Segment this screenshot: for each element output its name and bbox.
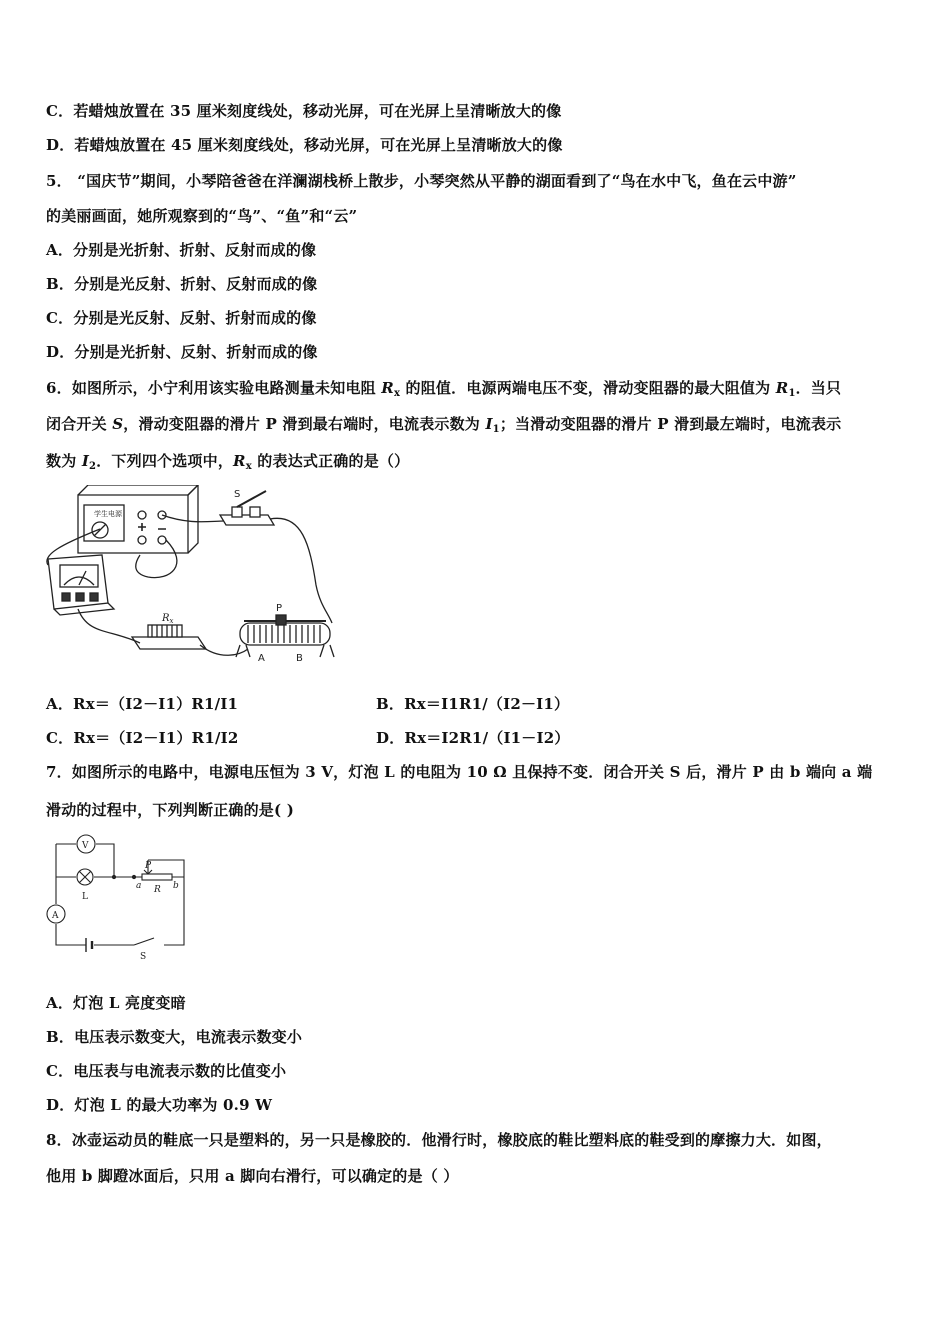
q5-stem-line-2: 的美丽画面，她所观察到的“鸟”、“鱼”和“云” [46, 207, 358, 225]
ammeter-icon [48, 555, 114, 615]
q6-option-a: A．Rx＝（I2－I1）R1/I1 [46, 695, 239, 713]
q6-stem-line-2: 闭合开关 S，滑动变阻器的滑片 P 滑到最右端时，电流表示数为 $I_1$；当滑动变阻器的滑片 P 滑到最左端时，电流表示 [46, 415, 842, 435]
switch-icon [134, 938, 154, 945]
power-supply [78, 485, 198, 553]
slider-label: P [276, 603, 283, 614]
rheostat-icon [236, 615, 334, 657]
q5-option-b: B．分别是光反射、折射、反射而成的像 [46, 275, 318, 293]
q7-stem-line-1: 7．如图所示的电路中，电源电压恒为 3 V，灯泡 L 的电阻为 10 Ω 且保持不变．闭合开关 S 后，滑片 P 由 b 端向 a 端 [46, 763, 873, 781]
q7-circuit-schematic [40, 832, 200, 964]
q5-option-d: D．分别是光折射、反射、折射而成的像 [46, 343, 318, 361]
switch-label: S [140, 952, 147, 962]
q6-option-b: B．Rx＝I1R1/（I2－I1） [376, 695, 570, 713]
q7-stem-line-2: 滑动的过程中，下列判断正确的是( ) [46, 801, 295, 819]
voltmeter-label: V [82, 841, 89, 851]
wire [56, 844, 134, 945]
q7-option-a: A．灯泡 L 亮度变暗 [46, 994, 186, 1012]
end-a-label: a [136, 881, 142, 891]
lamp-label: L [82, 892, 88, 902]
terminal-b-label: B [296, 653, 303, 664]
q5-stem-line-1: 5． “国庆节”期间，小琴陪爸爸在洋澜湖栈桥上散步，小琴突然从平静的湖面看到了“鸟在水中飞，鱼在云中游” [46, 172, 797, 190]
q5-option-a: A．分别是光折射、折射、反射而成的像 [46, 241, 317, 259]
q7-option-c: C．电压表与电流表示数的比值变小 [46, 1062, 287, 1080]
terminal-a-label: A [258, 653, 265, 664]
rheostat-icon [142, 874, 172, 880]
resistor-rx-icon [132, 625, 206, 649]
q7-option-d: D．灯泡 L 的最大功率为 0.9 W [46, 1096, 273, 1114]
q6-stem-line-1: 6．如图所示，小宁利用该实验电路测量未知电阻 $R_x$ 的阻值．电源两端电压不变，滑动变阻器的最大阻值为 $R_1$．当只 [46, 379, 842, 399]
q8-stem-line-1: 8．冰壶运动员的鞋底一只是塑料的，另一只是橡胶的．他滑行时，橡胶底的鞋比塑料底的鞋受到的摩擦力大．如图， [46, 1131, 832, 1149]
supply-label: 学生电源 [94, 510, 122, 518]
ammeter-label: A [52, 911, 59, 921]
q6-option-c: C．Rx＝（I2－I1）R1/I2 [46, 729, 239, 747]
q8-stem-line-2: 他用 b 脚蹬冰面后，只用 a 脚向右滑行，可以确定的是（ ） [46, 1167, 459, 1185]
rheostat-label: R [154, 885, 161, 895]
q7-option-b: B．电压表示数变大，电流表示数变小 [46, 1028, 303, 1046]
rx-label: $R_x$ [162, 613, 174, 625]
wire [148, 860, 184, 945]
q4-option-d: D．若蜡烛放置在 45 厘米刻度线处，移动光屏，可在光屏上呈清晰放大的像 [46, 136, 563, 154]
end-b-label: b [173, 881, 179, 891]
wire [200, 645, 248, 655]
switch-label: S [234, 489, 241, 500]
slider-label: P [145, 861, 152, 871]
q6-stem-line-3: 数为 $I_2$．下列四个选项中，$R_x$ 的表达式正确的是（） [46, 452, 410, 472]
wire [78, 609, 140, 643]
q5-option-c: C．分别是光反射、反射、折射而成的像 [46, 309, 317, 327]
q4-option-c: C．若蜡烛放置在 35 厘米刻度线处，移动光屏，可在光屏上呈清晰放大的像 [46, 102, 562, 120]
q6-option-d: D．Rx＝I2R1/（I1－I2） [376, 729, 570, 747]
q6-circuit-figure [40, 485, 345, 665]
switch-icon [220, 491, 274, 525]
